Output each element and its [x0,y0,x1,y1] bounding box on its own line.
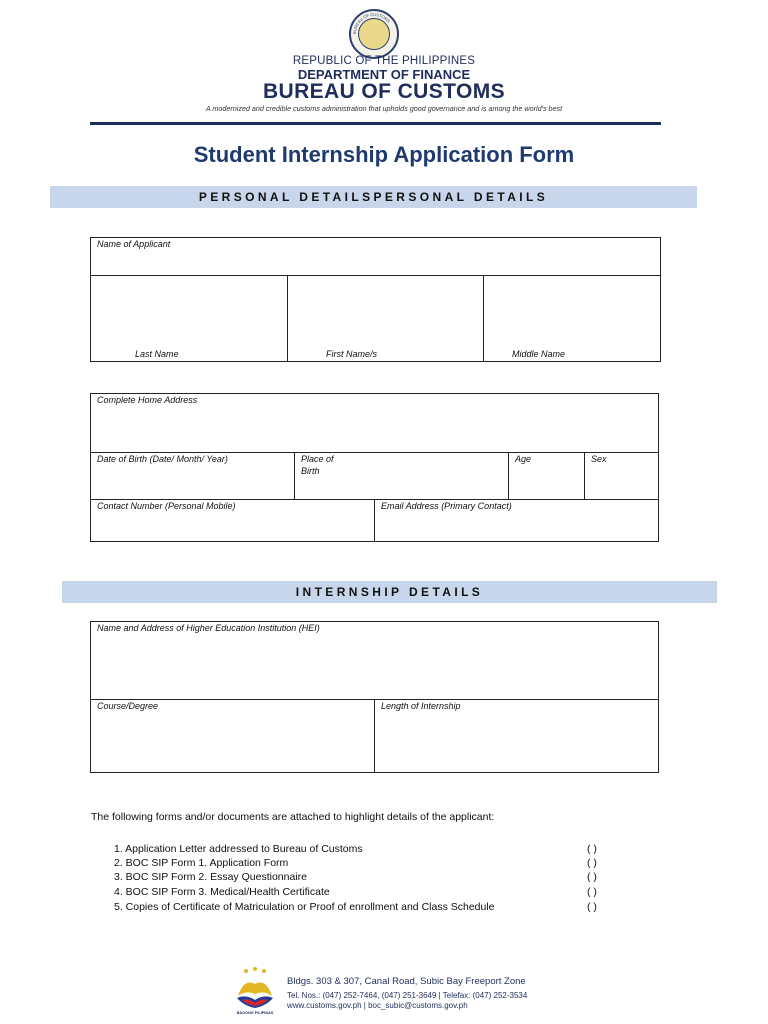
attachment-item: 2. BOC SIP Form 1. Application Form [114,857,289,869]
attachment-item: 3. BOC SIP Form 2. Essay Questionnaire [114,871,307,883]
department-line: DEPARTMENT OF FINANCE [297,67,471,82]
name-of-applicant-label: Name of Applicant [97,239,171,249]
svg-text:BAGONG PILIPINAS: BAGONG PILIPINAS [236,1011,274,1015]
first-name-label: First Name/s [326,349,378,359]
attachment-checkbox[interactable]: ( ) [587,901,597,913]
republic-line: REPUBLIC OF THE PHILIPPINES [292,55,476,67]
header-divider [90,122,661,125]
footer-phones: Tel. Nos.: (047) 252-7464, (047) 251-3649 | Telefax: (047) 252-3534 [287,991,528,1000]
attachment-checkbox[interactable]: ( ) [587,871,597,883]
bagong-pilipinas-emblem [234,966,276,1016]
attachment-item: 1. Application Letter addressed to Bureau of Customs [114,843,363,855]
attachment-checkbox[interactable]: ( ) [587,857,597,869]
hei-field[interactable] [91,622,658,699]
attachment-item: 4. BOC SIP Form 3. Medical/Health Certificate [114,886,330,898]
place-of-birth-label: Place of [301,454,334,464]
sex-label: Sex [591,454,607,464]
attachment-item: 5. Copies of Certificate of Matriculation or Proof of enrollment and Class Schedule [114,901,495,913]
last-name-field[interactable] [91,276,287,361]
email-label: Email Address (Primary Contact) [381,501,512,511]
first-name-field[interactable] [288,276,483,361]
internship-details-heading: INTERNSHIP DETAILS [62,581,717,603]
bureau-seal-logo [349,9,399,59]
footer-address: Bldgs. 303 & 307, Canal Road, Subic Bay Freeport Zone [287,976,526,987]
middle-name-field[interactable] [484,276,660,361]
applicant-name-table [90,237,661,362]
personal-details-heading: PERSONAL DETAILSPERSONAL DETAILS [50,186,697,208]
bagong-pilipinas-logo-icon [234,966,276,1016]
bureau-line: BUREAU OF CUSTOMS [262,80,506,103]
last-name-label: Last Name [135,349,179,359]
course-label: Course/Degree [97,701,159,711]
form-title: Student Internship Application Form [193,142,575,167]
internship-length-label: Length of Internship [381,701,461,711]
home-address-label: Complete Home Address [97,395,198,405]
tagline: A modernized and credible customs administration that upholds good governance and is among the world's best [205,104,563,113]
middle-name-label: Middle Name [512,349,566,359]
hei-label: Name and Address of Higher Education Institution (HEI) [97,623,320,633]
seal-ring-text [351,11,397,57]
place-of-birth-label-2: Birth [301,466,320,476]
age-label: Age [515,454,532,464]
attachments-intro: The following forms and/or documents are attached to highlight details of the applicant: [91,811,495,823]
attachment-checkbox[interactable]: ( ) [587,886,597,898]
attachment-checkbox[interactable]: ( ) [587,843,597,855]
internship-table [90,621,659,773]
svg-text:BUREAU OF CUSTOMS: BUREAU OF CUSTOMS [351,11,392,35]
address-table [90,393,659,542]
footer-web[interactable]: www.customs.gov.ph | boc_subic@customs.gov.ph [287,1001,468,1010]
date-of-birth-label: Date of Birth (Date/ Month/ Year) [97,454,228,464]
contact-number-label: Contact Number (Personal Mobile) [97,501,236,511]
